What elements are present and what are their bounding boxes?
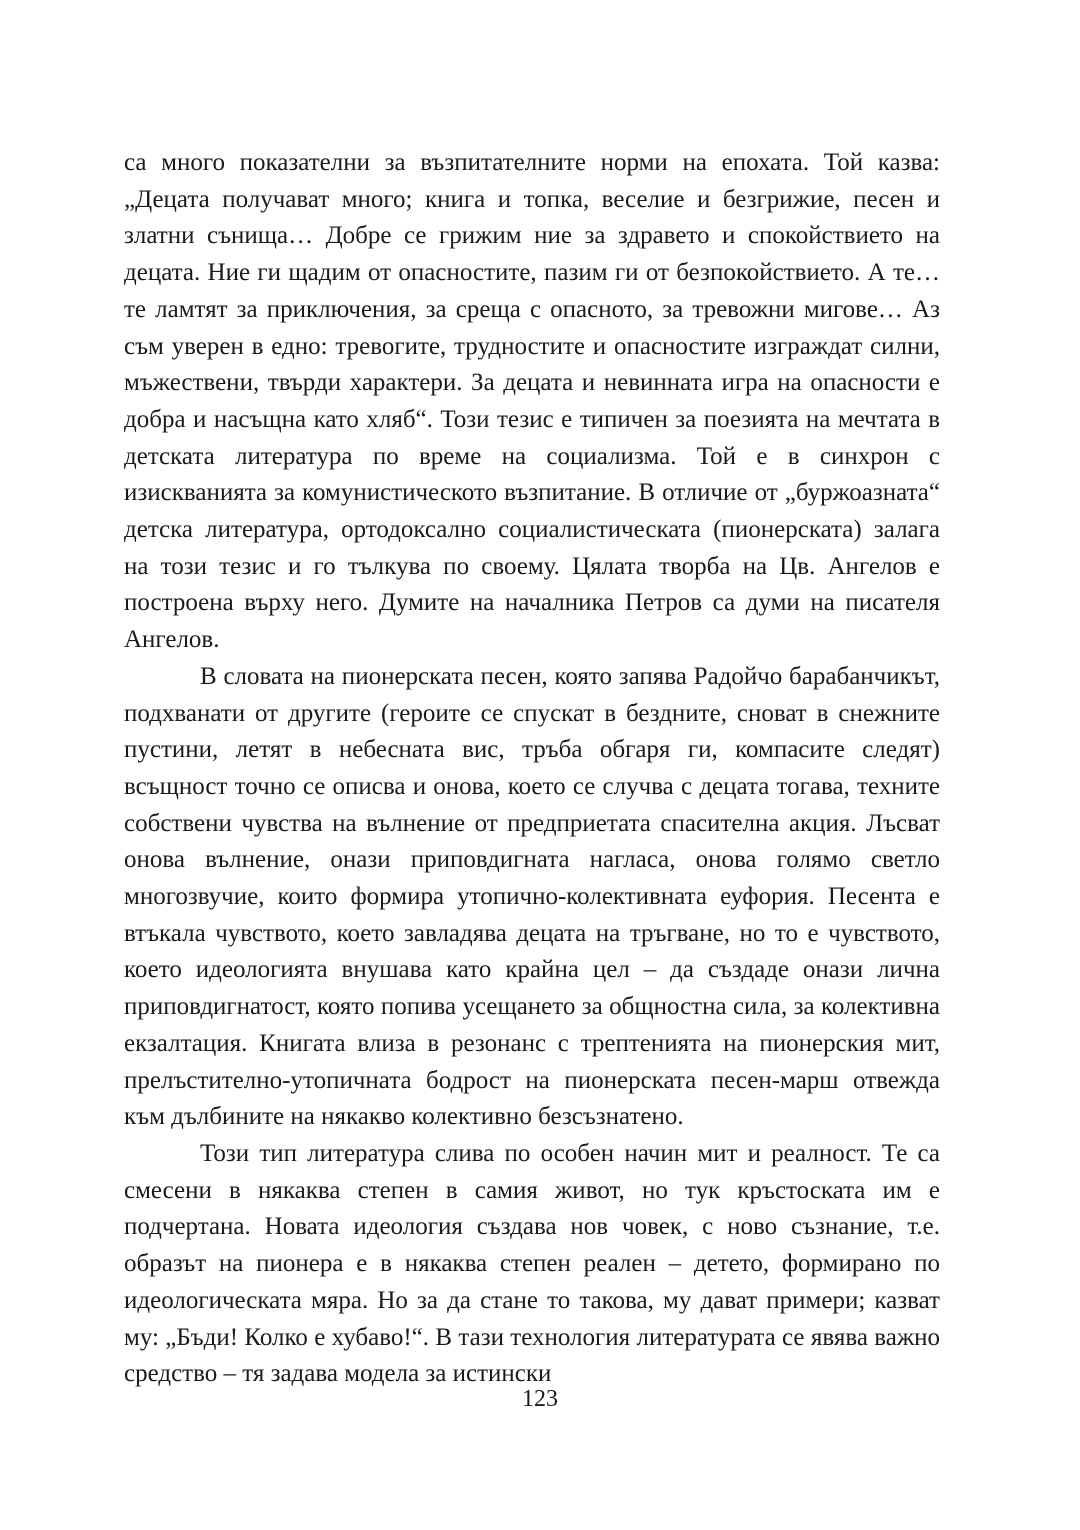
paragraph-2: В словата на пионерската песен, която запява Радойчо барабанчикът, подхванати от другите (героите се спускат в бездните, сноват в снежните пустини, летят в небесната вис, тръба обгаря ги, компасите следят) всъщност точно се описва и онова, което се случва с децата тогава, техните собствени чувства на вълнение от предприетата спасителна акция. Лъсват онова вълнение, онази приповдигната нагласа, онова голямо светло многозвучие, които формира утопично-колективната еуфория. Песента е втъкала чувството, което завладява децата на тръгване, но то е чувството, което идеологията внушава като крайна цел – да създаде онази лична приповдигнатост, която попива усещането за общностна сила, за колективна екзалтация. Книгата влиза в резонанс с трептенията на пионерския мит, прелъстително-утопичната бодрост на пионерската песен-марш отвежда към дълбините на някакво колективно безсъзнатено. (124, 662, 940, 1131)
paragraph-3: Този тип литература слива по особен начин мит и реалност. Те са смесени в някаква степен в самия живот, но тук кръстоската им е подчертана. Новата идеология създава нов човек, с ново съзнание, т.е. образът на пионера е в някаква степен реален – детето, формирано по идеологическата мяра. Но за да стане то такова, му дават примери; казват му: „Бъди! Колко е хубаво!“. В тази технология литературата се явява важно средство – тя задава модела за истински (124, 1139, 940, 1388)
paragraph-1: са много показателни за възпитателните норми на епохата. Той казва: „Децата получават много; книга и топка, веселие и безгрижие, песен и златни сънища… Добре се грижим ние за здравето и спокойствието на децата. Ние ги щадим от опасностите, пазим ги от безпокойствието. А те… те ламтят за приключения, за среща с опасното, за тревожни мигове… Аз съм уверен в едно: тревогите, трудностите и опасностите изграждат силни, мъжествени, твърди характери. За децата и невинната игра на опасности е добра и насъщна като хляб“. Този тезис е типичен за поезията на мечтата в детската литература по време на социализма. Той е в синхрон с изискванията за комунистическото възпитание. В отличие от „буржоазната“ детска литература, ортодоксално социалистическата (пионерската) залага на този тезис и го тълкува по своему. Цялата творба на Цв. Ангелов е построена върху него. Думите на началника Петров са думи на писателя Ангелов. (124, 149, 940, 654)
body-text (124, 145, 940, 1393)
page-number: 123 (522, 1386, 558, 1412)
